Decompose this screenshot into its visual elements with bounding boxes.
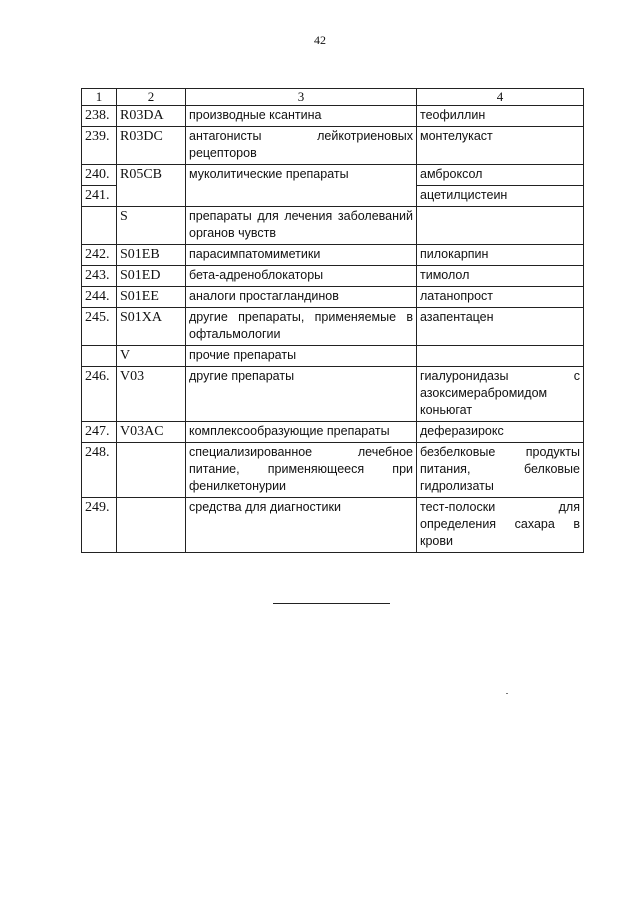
group-description: прочие препараты bbox=[186, 346, 417, 367]
row-number: 249. bbox=[82, 498, 117, 553]
table-row bbox=[82, 287, 584, 308]
column-header: 4 bbox=[417, 89, 584, 106]
group-description: средства для диагностики bbox=[186, 498, 417, 553]
atc-code: S01ED bbox=[117, 266, 186, 287]
group-description: препараты для лечения заболеваний органов чувств bbox=[186, 207, 417, 245]
column-header: 1 bbox=[82, 89, 117, 106]
drug-name: ацетилцистеин bbox=[417, 186, 584, 207]
table-row bbox=[82, 207, 584, 245]
row-number: 239. bbox=[82, 127, 117, 165]
atc-code: S01XA bbox=[117, 308, 186, 346]
table-row bbox=[82, 346, 584, 367]
group-description: парасимпатомиметики bbox=[186, 245, 417, 266]
drug-name bbox=[417, 207, 584, 245]
row-number: 238. bbox=[82, 106, 117, 127]
group-description: другие препараты, применяемые в офтальмологии bbox=[186, 308, 417, 346]
atc-code: S bbox=[117, 207, 186, 245]
scan-speck bbox=[506, 693, 508, 694]
row-number: 245. bbox=[82, 308, 117, 346]
drug-name: теофиллин bbox=[417, 106, 584, 127]
row-number: 248. bbox=[82, 443, 117, 498]
drug-name bbox=[417, 346, 584, 367]
table-row bbox=[82, 127, 584, 165]
page-number: 42 bbox=[314, 33, 326, 47]
atc-code: S01EE bbox=[117, 287, 186, 308]
group-description: муколитические препараты bbox=[186, 165, 417, 207]
group-description: производные ксантина bbox=[186, 106, 417, 127]
group-description: комплексообразующие препараты bbox=[186, 422, 417, 443]
row-number: 247. bbox=[82, 422, 117, 443]
column-header: 2 bbox=[117, 89, 186, 106]
drug-name: латанопрост bbox=[417, 287, 584, 308]
drug-name: азапентацен bbox=[417, 308, 584, 346]
table-row bbox=[82, 443, 584, 498]
atc-code bbox=[117, 443, 186, 498]
group-description: специализированное лечебное питание, применяющееся при фенилкетонурии bbox=[186, 443, 417, 498]
row-number: 240. bbox=[82, 165, 117, 186]
atc-code: R05CB bbox=[117, 165, 186, 207]
column-header: 3 bbox=[186, 89, 417, 106]
drug-name: пилокарпин bbox=[417, 245, 584, 266]
drug-name: тимолол bbox=[417, 266, 584, 287]
row-number: 241. bbox=[82, 186, 117, 207]
atc-code: R03DA bbox=[117, 106, 186, 127]
table-row bbox=[82, 245, 584, 266]
row-number bbox=[82, 346, 117, 367]
drug-name: монтелукаст bbox=[417, 127, 584, 165]
row-number: 243. bbox=[82, 266, 117, 287]
table-row bbox=[82, 367, 584, 422]
drug-name: безбелковые продукты питания, белковые гидролизаты bbox=[417, 443, 584, 498]
drug-name: деферазирокс bbox=[417, 422, 584, 443]
atc-code: V03AC bbox=[117, 422, 186, 443]
row-number: 246. bbox=[82, 367, 117, 422]
atc-code: V bbox=[117, 346, 186, 367]
atc-code bbox=[117, 498, 186, 553]
table-row bbox=[82, 106, 584, 127]
table-row bbox=[82, 498, 584, 553]
group-description: антагонисты лейкотриеновых рецепторов bbox=[186, 127, 417, 165]
atc-code: V03 bbox=[117, 367, 186, 422]
row-number: 244. bbox=[82, 287, 117, 308]
drug-table bbox=[81, 88, 584, 553]
atc-code: S01EB bbox=[117, 245, 186, 266]
group-description: аналоги простагландинов bbox=[186, 287, 417, 308]
table-header-row bbox=[82, 89, 584, 106]
table-row bbox=[82, 266, 584, 287]
drug-name: гиалуронидазы с азоксимерабромидом коньюгат bbox=[417, 367, 584, 422]
table-row bbox=[82, 308, 584, 346]
table-row bbox=[82, 422, 584, 443]
drug-name: тест-полоски для определения сахара в крови bbox=[417, 498, 584, 553]
drug-name: амброксол bbox=[417, 165, 584, 186]
group-description: бета-адреноблокаторы bbox=[186, 266, 417, 287]
atc-code: R03DC bbox=[117, 127, 186, 165]
row-number bbox=[82, 207, 117, 245]
table-row bbox=[82, 165, 584, 186]
group-description: другие препараты bbox=[186, 367, 417, 422]
end-of-table-rule bbox=[273, 603, 390, 604]
row-number: 242. bbox=[82, 245, 117, 266]
